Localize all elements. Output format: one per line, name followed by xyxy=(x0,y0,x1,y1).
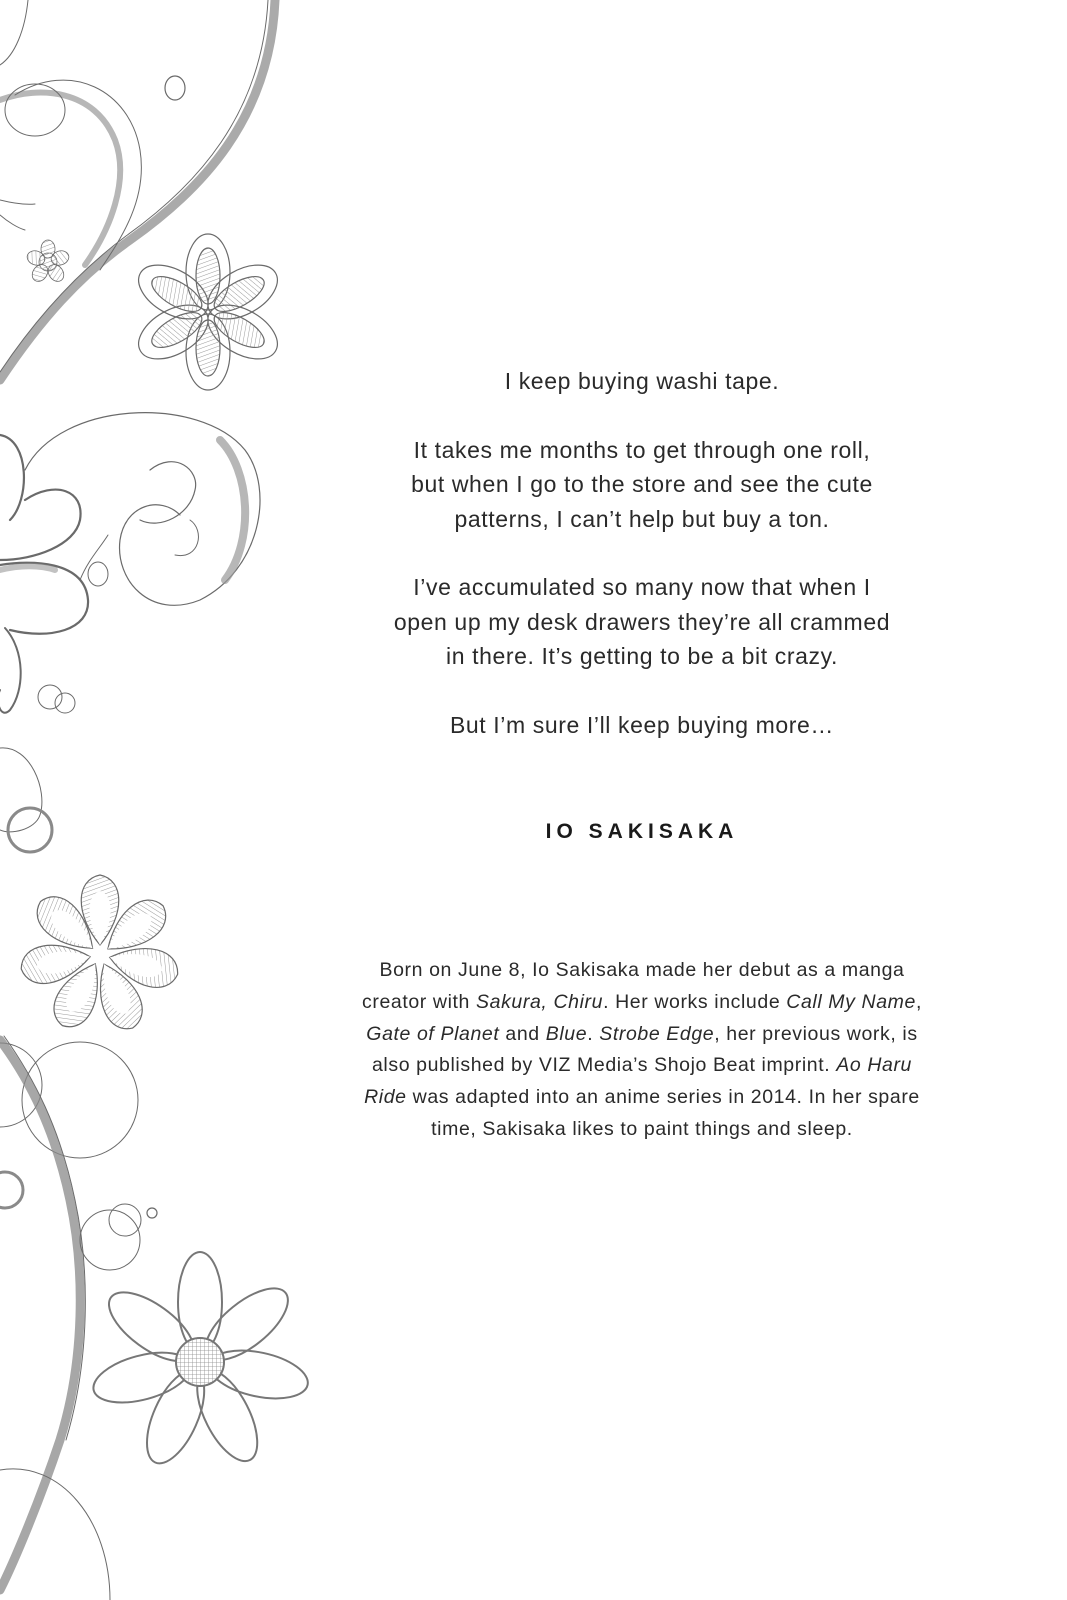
bio-title-sakura-chiru: Sakura, Chiru xyxy=(476,990,604,1013)
bio-text: , xyxy=(915,990,922,1013)
note-paragraph: But I’m sure I’ll keep buying more… xyxy=(449,711,835,738)
bio-title-blue: Blue xyxy=(545,1022,588,1045)
note-paragraph: I keep buying washi tape. xyxy=(504,368,780,394)
note-line: It takes me months to get through one roll, xyxy=(413,436,871,463)
bio-paragraph xyxy=(360,955,924,1146)
bio-title-strobe-edge: Strobe Edge xyxy=(599,1022,715,1045)
bio-text: was adapted into an anime series in 2014. In her spare time, Sakisaka likes to paint things and sleep. xyxy=(406,1086,920,1140)
bio-text: . xyxy=(587,1022,600,1045)
bio-text: . Her works include xyxy=(603,990,787,1013)
bio-text: and xyxy=(499,1022,546,1045)
bio-title-gate-of-planet: Gate of Planet xyxy=(366,1022,500,1045)
note-line: but when I go to the store and see the cute xyxy=(411,471,873,497)
note-line: in there. It’s getting to be a bit crazy. xyxy=(446,643,838,669)
author-bio xyxy=(360,955,924,1146)
note-line: open up my desk drawers they’re all crammed xyxy=(393,608,891,635)
note-paragraph xyxy=(340,570,944,674)
note-line: patterns, I can’t help but buy a ton. xyxy=(454,505,830,532)
note-paragraph xyxy=(340,433,944,537)
floral-sketch-decoration xyxy=(0,0,330,1600)
bio-title-ao-haru-ride: Ao Haru Ride xyxy=(364,1054,913,1109)
author-note xyxy=(340,364,944,776)
bio-text: , her previous work, is also published by VIZ Media’s Shojo Beat imprint. xyxy=(371,1022,918,1077)
bio-text: Born on June 8, Io Sakisaka made her debut as a manga creator with xyxy=(362,959,905,1013)
note-line: I’ve accumulated so many now that when I xyxy=(413,574,871,600)
bio-title-call-my-name: Call My Name xyxy=(786,990,916,1013)
author-signature: IO SAKISAKA xyxy=(545,820,739,843)
floral-swirl-icon xyxy=(0,0,330,1600)
